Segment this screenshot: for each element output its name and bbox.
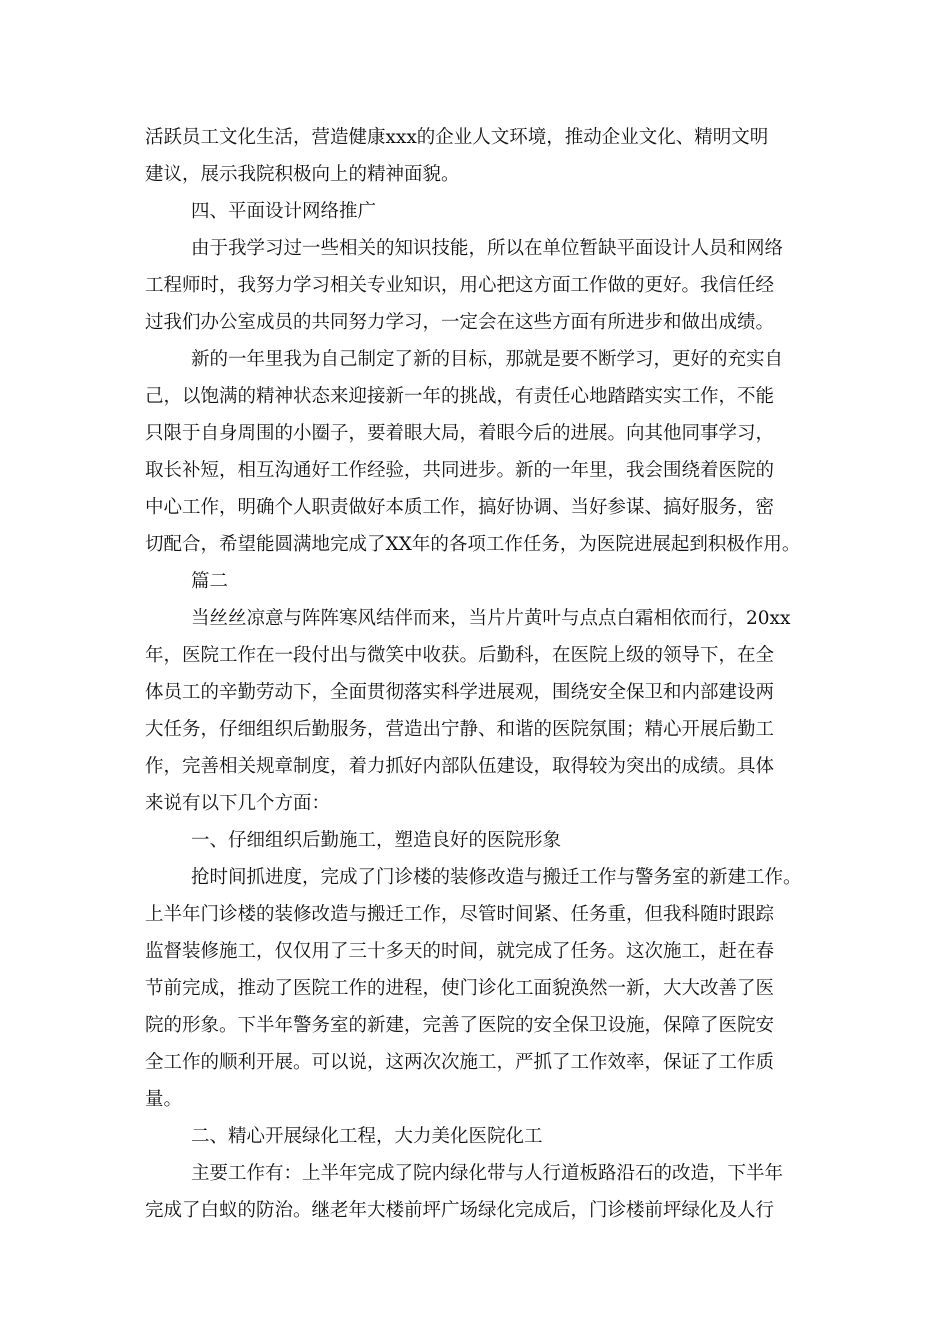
paragraph-line: 节前完成，推动了医院工作的进程，使门诊化工面貌涣然一新，大大改善了医 bbox=[145, 978, 775, 999]
paragraph-line: 来说有以下几个方面： bbox=[145, 793, 331, 814]
section-heading: 篇二 bbox=[191, 571, 229, 592]
paragraph-line: 由于我学习过一些相关的知识技能，所以在单位暂缺平面设计人员和网络 bbox=[191, 238, 784, 259]
paragraph-line: 抢时间抓进度，完成了门诊楼的装修改造与搬迁工作与警务室的新建工作。 bbox=[191, 867, 802, 888]
paragraph-line: 活跃员工文化生活，营造健康xxx的企业人文环境，推动企业文化、精明文明 bbox=[145, 127, 769, 148]
paragraph-line: 切配合，希望能圆满地完成了XX年的各项工作任务，为医院进展起到积极作用。 bbox=[145, 534, 801, 555]
paragraph-line: 工程师时，我努力学习相关专业知识，用心把这方面工作做的更好。我信任经 bbox=[145, 275, 775, 296]
paragraph-line: 己，以饱满的精神状态来迎接新一年的挑战，有责任心地踏踏实实工作，不能 bbox=[145, 386, 775, 407]
paragraph-line: 院的形象。下半年警务室的新建，完善了医院的安全保卫设施，保障了医院安 bbox=[145, 1015, 775, 1036]
paragraph-line: 量。 bbox=[145, 1089, 183, 1110]
paragraph-line: 中心工作，明确个人职责做好本质工作，搞好协调、当好参谋、搞好服务，密 bbox=[145, 497, 775, 518]
paragraph-line: 年，医院工作在一段付出与微笑中收获。后勤科，在医院上级的领导下，在全 bbox=[145, 645, 775, 666]
paragraph-line: 体员工的辛勤劳动下，全面贯彻落实科学进展观，围绕安全保卫和内部建设两 bbox=[145, 682, 775, 703]
paragraph-line: 大任务，仔细组织后勤服务，营造出宁静、和谐的医院氛围；精心开展后勤工 bbox=[145, 719, 775, 740]
paragraph-line: 完成了白蚁的防治。继老年大楼前坪广场绿化完成后，门诊楼前坪绿化及人行 bbox=[145, 1200, 775, 1221]
paragraph-line: 上半年门诊楼的装修改造与搬迁工作，尽管时间紧、任务重，但我科随时跟踪 bbox=[145, 904, 775, 925]
paragraph-line: 全工作的顺利开展。可以说，这两次次施工，严抓了工作效率，保证了工作质 bbox=[145, 1052, 775, 1073]
paragraph-line: 当丝丝凉意与阵阵寒风结伴而来，当片片黄叶与点点白霜相依而行，20xx bbox=[191, 608, 791, 629]
paragraph-line: 只限于自身周围的小圈子，要着眼大局，着眼今后的进展。向其他同事学习， bbox=[145, 423, 775, 444]
paragraph-line: 主要工作有：上半年完成了院内绿化带与人行道板路沿石的改造，下半年 bbox=[191, 1163, 784, 1184]
document-body bbox=[145, 119, 810, 1229]
paragraph-line: 过我们办公室成员的共同努力学习，一定会在这些方面有所进步和做出成绩。 bbox=[145, 312, 775, 333]
paragraph-line: 新的一年里我为自己制定了新的目标，那就是要不断学习，更好的充实自 bbox=[191, 349, 784, 370]
paragraph-line: 作，完善相关规章制度，着力抓好内部队伍建设，取得较为突出的成绩。具体 bbox=[145, 756, 775, 777]
section-heading: 一、仔细组织后勤施工，塑造良好的医院形象 bbox=[191, 830, 562, 851]
paragraph-line: 取长补短，相互沟通好工作经验，共同进步。新的一年里，我会围绕着医院的 bbox=[145, 460, 775, 481]
section-heading: 二、精心开展绿化工程，大力美化医院化工 bbox=[191, 1126, 543, 1147]
paragraph-line: 监督装修施工，仅仅用了三十多天的时间，就完成了任务。这次施工，赶在春 bbox=[145, 941, 775, 962]
section-heading: 四、平面设计网络推广 bbox=[191, 201, 377, 222]
paragraph-line: 建议，展示我院积极向上的精神面貌。 bbox=[145, 164, 460, 185]
